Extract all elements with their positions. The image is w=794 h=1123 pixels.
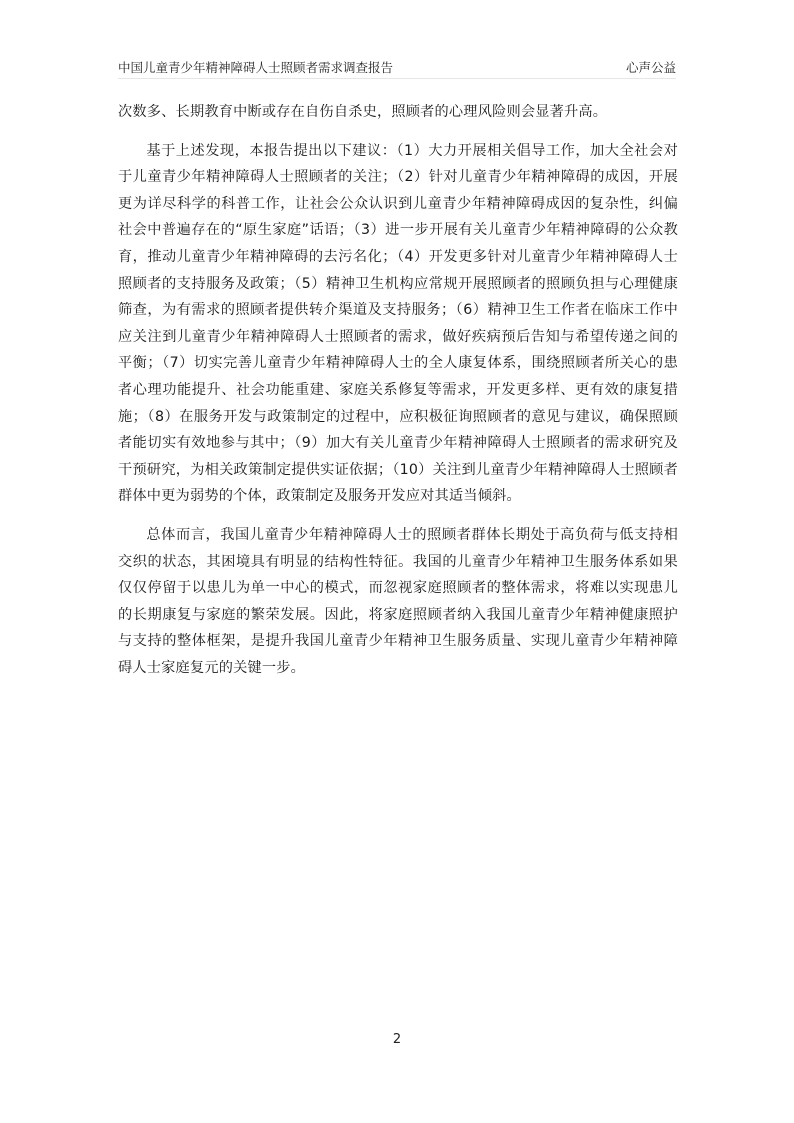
document-body	[118, 99, 678, 693]
paragraph-recommendations: 基于上述发现，本报告提出以下建议：（1）大力开展相关倡导工作，加大全社会对于儿童青少年精神障碍人士照顾者的关注；（2）针对儿童青少年精神障碍的成因，开展更为详尽科学的科普工作，让社会公众认识到儿童青少年精神障碍成因的复杂性，纠偏社会中普遍存在的“原生家庭”话语；（3）进一步开展有关儿童青少年精神障碍的公众教育，推动儿童青少年精神障碍的去污名化；（4）开发更多针对儿童青少年精神障碍人士照顾者的支持服务及政策；（5）精神卫生机构应常规开展照顾者的照顾负担与心理健康筛查，为有需求的照顾者提供转介渠道及支持服务；（6）精神卫生工作者在临床工作中应关注到儿童青少年精神障碍人士照顾者的需求，做好疾病预后告知与希望传递之间的平衡；（7）切实完善儿童青少年精神障碍人士的全人康复体系，围绕照顾者所关心的患者心理功能提升、社会功能重建、家庭关系修复等需求，开发更多样、更有效的康复措施；（8）在服务开发与政策制定的过程中，应积极征询照顾者的意见与建议，确保照顾者能切实有效地参与其中；（9）加大有关儿童青少年精神障碍人士照顾者的需求研究及干预研究，为相关政策制定提供实证依据；（10）关注到儿童青少年精神障碍人士照顾者群体中更为弱势的个体，政策制定及服务开发应对其适当倾斜。	[118, 142, 678, 505]
paragraph-continuation: 次数多、长期教育中断或存在自伤自杀史，照顾者的心理风险则会显著升高。	[118, 104, 608, 120]
page-number: 2	[392, 1032, 402, 1047]
page-header	[118, 54, 676, 76]
header-divider	[118, 78, 676, 79]
paragraph-conclusion: 总体而言，我国儿童青少年精神障碍人士的照顾者群体长期处于高负荷与低支持相交织的状态，其困境具有明显的结构性特征。我国的儿童青少年精神卫生服务体系如果仅仅停留于以患儿为单一中心的模式，而忽视家庭照顾者的整体需求，将难以实现患儿的长期康复与家庭的繁荣发展。因此，将家庭照顾者纳入我国儿童青少年精神健康照护与支持的整体框架，是提升我国儿童青少年精神卫生服务质量、实现儿童青少年精神障碍人士家庭复元的关键一步。	[118, 526, 678, 676]
header-organization: 心声公益	[625, 60, 676, 75]
header-report-title: 中国儿童青少年精神障碍人士照顾者需求调查报告	[118, 60, 394, 75]
